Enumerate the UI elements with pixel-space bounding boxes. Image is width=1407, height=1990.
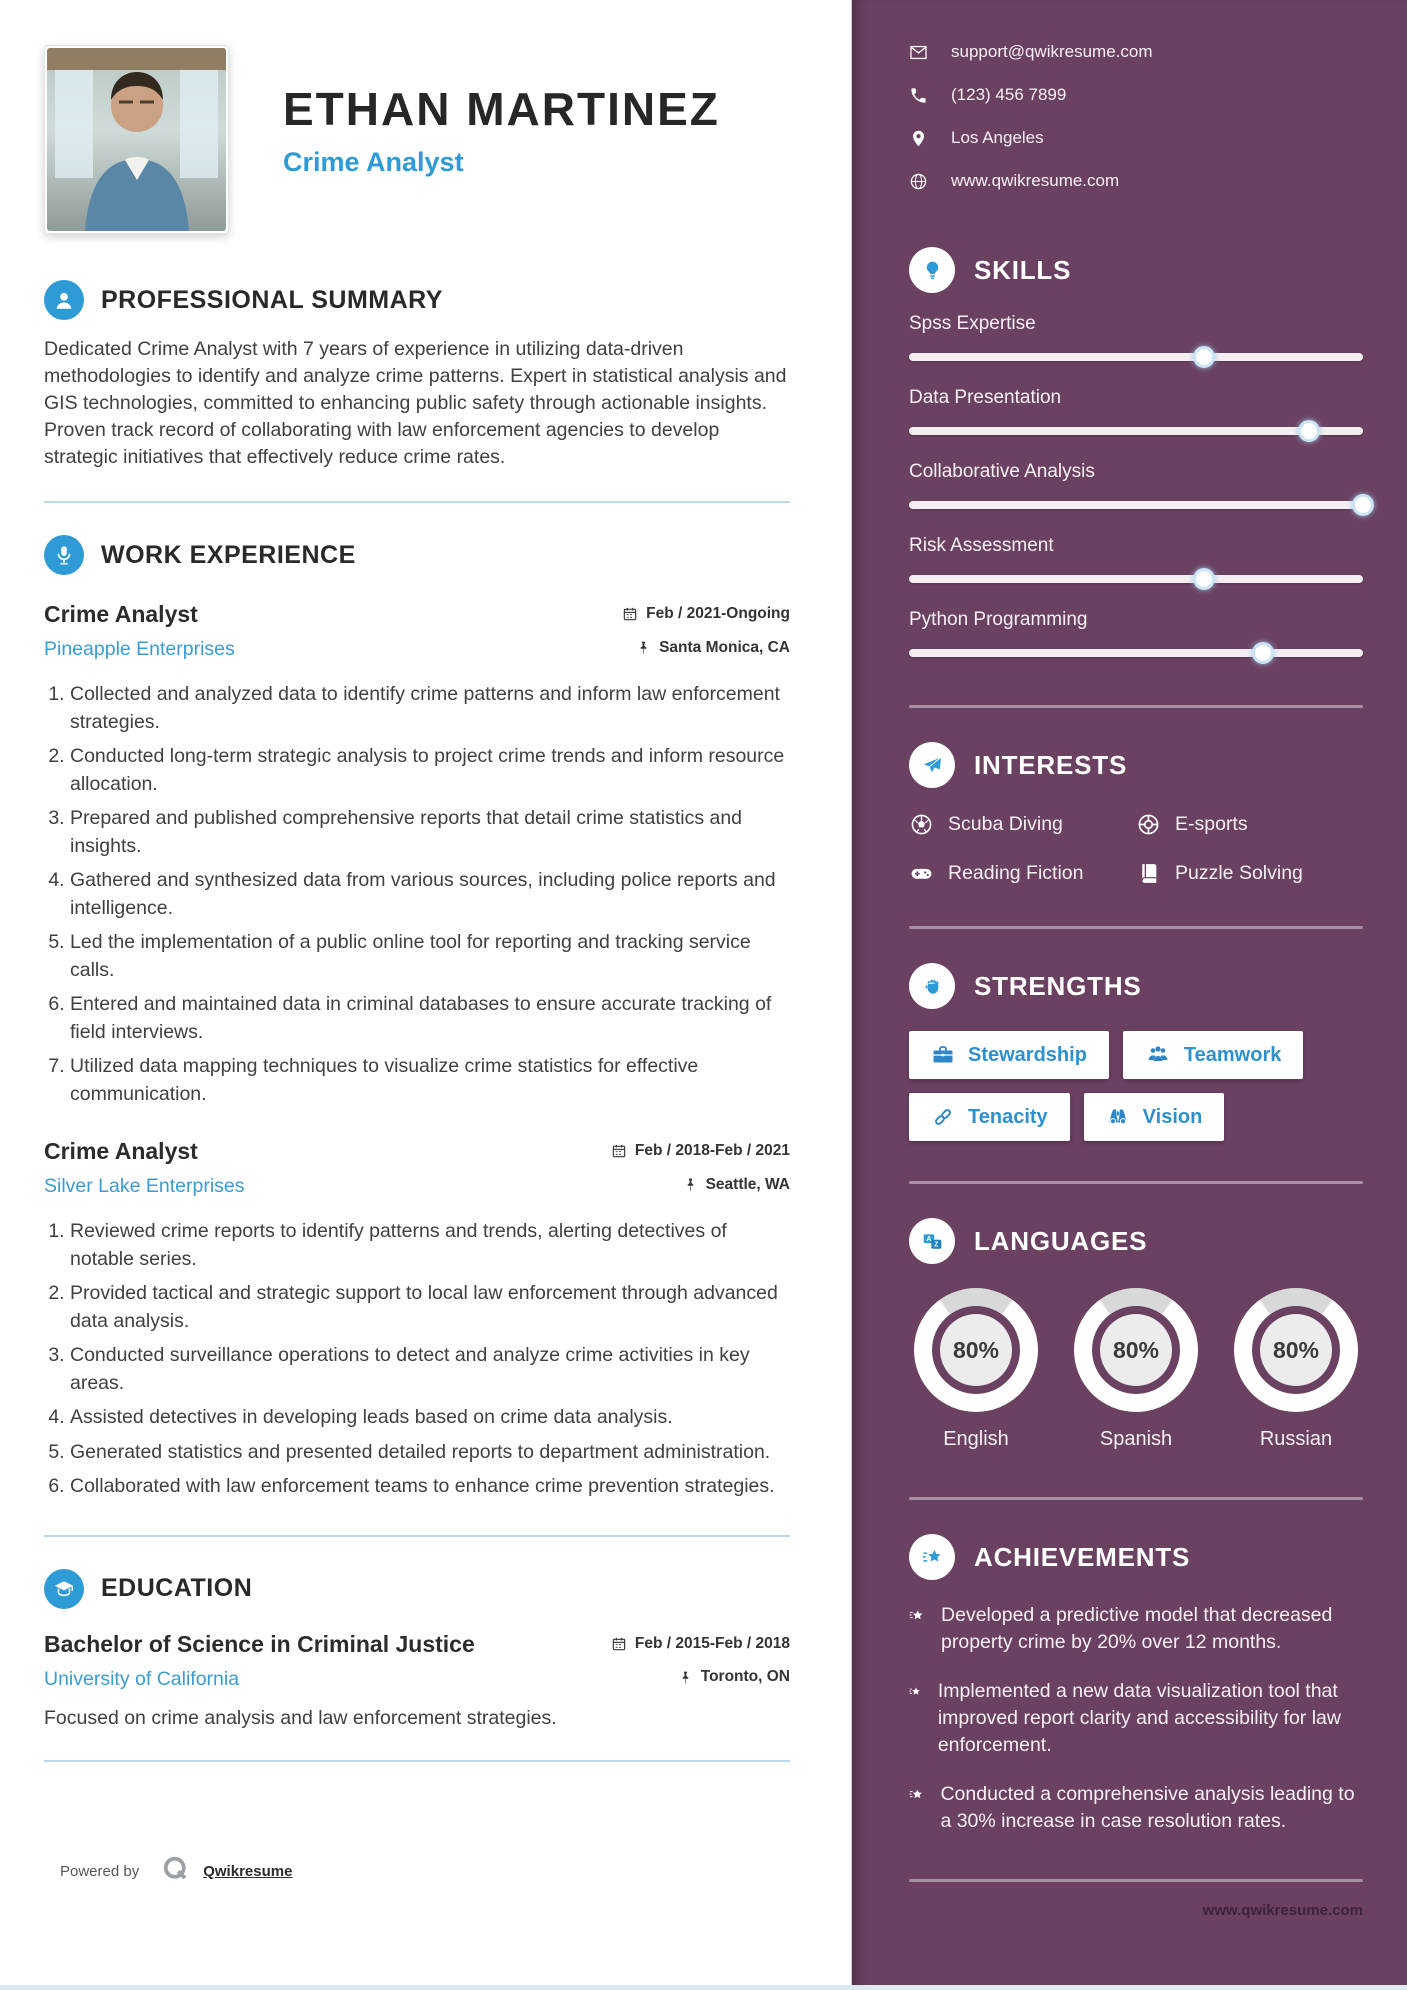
chain-link-icon (931, 1105, 955, 1129)
powered-by-footer (60, 1854, 790, 1889)
education-location: Toronto, ON (678, 1668, 790, 1686)
star-bullet-icon (909, 1678, 922, 1706)
skill-label: Collaborative Analysis (909, 461, 1095, 482)
sidebar-divider (909, 1879, 1363, 1882)
job-title: Crime Analyst (44, 1138, 198, 1164)
contact-block (909, 42, 1363, 191)
strength-chip: Tenacity (909, 1093, 1070, 1141)
star-bullet-icon (909, 1602, 925, 1630)
job-bullet-list (44, 681, 790, 1108)
section-divider (44, 1535, 790, 1537)
section-divider (44, 1760, 790, 1762)
skill-label: Spss Expertise (909, 313, 1036, 334)
sidebar-divider (909, 705, 1363, 708)
job-location: Seattle, WA (683, 1176, 790, 1194)
job-entry (44, 1138, 790, 1501)
lightbulb-icon (909, 247, 955, 293)
skill-slider[interactable] (909, 345, 1363, 369)
slider-thumb[interactable] (1252, 642, 1274, 664)
sidebar (851, 0, 1407, 1990)
sidebar-website-link[interactable]: www.qwikresume.com (1202, 1902, 1363, 1919)
language-item (1069, 1288, 1203, 1451)
skills-heading: SKILLS (974, 254, 1072, 285)
svg-text:Z: Z (933, 1240, 939, 1249)
microphone-icon (44, 535, 84, 575)
binoculars-icon (1106, 1105, 1130, 1129)
job-company-link: Pineapple Enterprises (44, 638, 235, 660)
achievement-item: Implemented a new data visualization tool that improved report clarity and accessibility for law enforcement. (909, 1678, 1363, 1759)
achievement-item: Conducted a comprehensive analysis leading to a 30% increase in case resolution rates. (909, 1781, 1363, 1835)
pushpin-icon (683, 1177, 698, 1192)
lifebuoy-icon (1136, 812, 1161, 837)
slider-thumb[interactable] (1298, 420, 1320, 442)
job-bullet: 2. Provided tactical and strategic support to local law enforcement through advanced data analysis. (70, 1280, 790, 1335)
job-title: Crime Analyst (44, 601, 198, 627)
job-dates: Feb / 2018-Feb / 2021 (611, 1142, 790, 1160)
svg-text:A: A (925, 1234, 932, 1243)
identity-header (44, 45, 790, 234)
skill-item (909, 609, 1363, 665)
job-bullet: 5. Led the implementation of a public online tool for reporting and tracking service calls. (70, 929, 790, 984)
skill-slider[interactable] (909, 493, 1363, 517)
job-bullet: 6. Entered and maintained data in criminal databases to ensure accurate tracking of field interviews. (70, 991, 790, 1046)
profile-photo (44, 45, 229, 234)
skill-item (909, 535, 1363, 591)
skill-slider[interactable] (909, 641, 1363, 665)
location-icon (909, 129, 928, 148)
calendar-icon (622, 606, 638, 622)
sidebar-divider (909, 1497, 1363, 1500)
slider-track (909, 649, 1363, 657)
slider-track (909, 353, 1363, 361)
job-bullet: 2. Conducted long-term strategic analysis to project crime trends and inform resource allocation. (70, 743, 790, 798)
gauge-percent: 80% (1260, 1314, 1332, 1386)
job-bullet: 3. Prepared and published comprehensive reports that detail crime statistics and insights. (70, 805, 790, 860)
languages-heading: LANGUAGES (974, 1225, 1148, 1256)
summary-text: Dedicated Crime Analyst with 7 years of experience in utilizing data-driven methodologies to identify and analyze crime patterns. Expert in statistical analysis and GIS technologies, committed to enhancing public safety through actionable insights. Proven track record of collaborating with law enforcement agencies to develop strategic initiatives that effectively reduce crime rates. (44, 338, 787, 468)
summary-heading: PROFESSIONAL SUMMARY (101, 285, 443, 314)
qwikresume-link[interactable]: Qwikresume (203, 1862, 293, 1880)
fist-icon (909, 963, 955, 1009)
job-entry (44, 601, 790, 1108)
skills-list (909, 313, 1363, 665)
skill-slider[interactable] (909, 419, 1363, 443)
sidebar-divider (909, 1181, 1363, 1184)
slider-track (909, 427, 1363, 435)
job-location: Santa Monica, CA (636, 639, 790, 657)
interest-item: E-sports (1136, 812, 1363, 837)
language-label: Spanish (1099, 1428, 1173, 1450)
skill-label: Data Presentation (909, 387, 1062, 408)
interest-item: Scuba Diving (909, 812, 1136, 837)
job-company-link: Silver Lake Enterprises (44, 1175, 245, 1197)
strengths-heading: STRENGTHS (974, 970, 1142, 1001)
job-bullet: 3. Conducted surveillance operations to detect and analyze crime activities in key areas. (70, 1342, 790, 1397)
slider-thumb[interactable] (1193, 346, 1215, 368)
profile-photo-illustration (47, 48, 226, 231)
interests-heading: INTERESTS (974, 749, 1128, 780)
strengths-list (909, 1031, 1329, 1141)
contact-phone[interactable]: (123) 456 7899 (909, 85, 1363, 105)
education-heading: EDUCATION (101, 1574, 253, 1602)
language-gauge (1234, 1288, 1358, 1412)
slider-thumb[interactable] (1352, 494, 1374, 516)
job-dates: Feb / 2021-Ongoing (622, 605, 790, 623)
section-divider (44, 501, 790, 503)
pushpin-icon (678, 1670, 693, 1685)
school-link: University of California (44, 1667, 240, 1690)
language-label: Russian (1259, 1428, 1333, 1450)
user-icon (44, 280, 84, 320)
job-bullet: 6. Collaborated with law enforcement teams to enhance crime prevention strategies. (70, 1473, 790, 1501)
strengths-section-head (909, 963, 1363, 1009)
calendar-icon (611, 1636, 627, 1652)
interests-section-head (909, 742, 1363, 788)
skill-label: Python Programming (909, 609, 1088, 630)
job-bullet: 1. Reviewed crime reports to identify patterns and trends, alerting detectives of notable series. (70, 1218, 790, 1273)
education-section-head (44, 1569, 790, 1609)
globe-icon (909, 172, 928, 191)
gauge-percent: 80% (940, 1314, 1012, 1386)
team-icon (1145, 1043, 1171, 1067)
summary-section-head (44, 280, 790, 320)
star-bullet-icon (909, 1781, 924, 1809)
pushpin-icon (636, 640, 651, 655)
gamepad-icon (909, 861, 934, 886)
person-job-title: Crime Analyst (283, 147, 464, 178)
experience-section-head (44, 535, 790, 575)
job-bullet: 7. Utilized data mapping techniques to visualize crime statistics for effective communication. (70, 1053, 790, 1108)
strength-chip: Vision (1084, 1093, 1225, 1141)
achievements-heading: ACHIEVEMENTS (974, 1541, 1191, 1572)
language-label: English (943, 1428, 1009, 1450)
contact-email[interactable]: support@qwikresume.com (909, 42, 1363, 62)
slider-thumb[interactable] (1193, 568, 1215, 590)
book-icon (1136, 861, 1161, 886)
translate-icon (909, 1218, 955, 1264)
sidebar-divider (909, 926, 1363, 929)
skills-section-head (909, 247, 1363, 293)
experience-heading: WORK EXPERIENCE (101, 540, 356, 569)
achievements-section-head (909, 1534, 1363, 1580)
degree-title: Bachelor of Science in Criminal Justice (44, 1630, 475, 1657)
education-note: Focused on crime analysis and law enforcement strategies. (44, 1706, 557, 1729)
skill-item (909, 387, 1363, 443)
soccer-ball-icon (909, 812, 934, 837)
job-bullet-list (44, 1218, 790, 1501)
graduate-icon (44, 1569, 84, 1609)
strength-chip: Teamwork (1123, 1031, 1303, 1079)
slider-track (909, 501, 1363, 509)
achievement-item: Developed a predictive model that decreased property crime by 20% over 12 months. (909, 1602, 1363, 1656)
contact-location: Los Angeles (909, 128, 1363, 148)
interest-item: Reading Fiction (909, 861, 1136, 886)
bottom-edge-strip (0, 1985, 1407, 1990)
job-bullet: 5. Generated statistics and presented detailed reports to department administration. (70, 1439, 790, 1467)
briefcase-icon (931, 1043, 955, 1067)
interest-item: Puzzle Solving (1136, 861, 1363, 886)
paper-plane-icon (909, 742, 955, 788)
qwikresume-logo-icon (161, 1854, 191, 1889)
skill-item (909, 313, 1363, 369)
education-entry (44, 1631, 790, 1730)
job-bullet: 4. Gathered and synthesized data from various sources, including police reports and intelligence. (70, 867, 790, 922)
calendar-icon (611, 1143, 627, 1159)
language-item (909, 1288, 1043, 1451)
job-bullet: 4. Assisted detectives in developing leads based on crime data analysis. (70, 1404, 790, 1432)
languages-section-head (909, 1218, 1363, 1264)
identity-text (283, 85, 720, 178)
shooting-star-icon (909, 1534, 955, 1580)
skill-label: Risk Assessment (909, 535, 1054, 556)
phone-icon (909, 86, 928, 105)
interests-list (909, 812, 1363, 886)
language-gauge (1074, 1288, 1198, 1412)
education-dates: Feb / 2015-Feb / 2018 (611, 1635, 790, 1653)
gauge-percent: 80% (1100, 1314, 1172, 1386)
skill-slider[interactable] (909, 567, 1363, 591)
language-gauge (914, 1288, 1038, 1412)
strength-chip: Stewardship (909, 1031, 1109, 1079)
achievements-list (909, 1602, 1363, 1835)
job-bullet: 1. Collected and analyzed data to identify crime patterns and inform law enforcement strategies. (70, 681, 790, 736)
language-item (1229, 1288, 1363, 1451)
person-name: ETHAN MARTINEZ (283, 83, 720, 135)
mail-icon (909, 43, 928, 62)
languages-list (909, 1288, 1363, 1451)
slider-track (909, 575, 1363, 583)
contact-website[interactable]: www.qwikresume.com (909, 171, 1363, 191)
skill-item (909, 461, 1363, 517)
powered-by-label: Powered by (60, 1862, 140, 1880)
